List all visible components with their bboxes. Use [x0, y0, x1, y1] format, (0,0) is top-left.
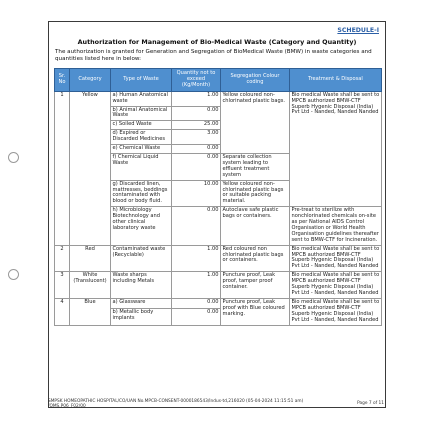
cell-treatment: Bio medical Waste shall be sent to MPCB authorized BMW-CTF Superb Hygenic Disposal (India) Pvt Ltd - Nanded, Nanded Nanded — [290, 272, 382, 299]
cell-treatment: Bio medical Waste shall be sent to MPCB authorized BMW-CTF Superb Hygenic Disposal (India) Pvt Ltd - Nanded, Nanded Nanded — [290, 298, 382, 325]
binder-hole-bottom — [8, 269, 19, 280]
cell-quantity: 0.00 — [172, 298, 221, 308]
cell-quantity: 10.00 — [172, 180, 221, 207]
schedule-label: SCHEDULE-I — [337, 27, 379, 34]
cell-segregation: Separate collection system leading to effluent treatment system — [221, 153, 290, 180]
footer-reference: SMPSK HOMEOPATHIC HOSPITAL/CO/UAN No.MPCB-CONSENT-0000186543/Indus-td,216020 (05-04-2024 11:15:51 am) /QMS.P06_F02/00 — [48, 399, 304, 409]
cell-type: Waste sharps including Metals — [111, 272, 172, 299]
cell-type: h) Microbiology Biotechnology and other clinical laboratory waste — [111, 207, 172, 245]
intro-paragraph: The authorization is granted for Generation and Segregation of BioMedical Waste (BMW) in waste categories and quantities listed here in below: — [55, 49, 372, 62]
cell-segregation: Puncture proof, Leak proof, tamper proof container. — [221, 272, 290, 299]
document-page — [48, 21, 386, 408]
cell-sr-no: 3 — [55, 272, 70, 299]
cell-quantity: 0.00 — [172, 145, 221, 154]
cell-type: Contaminated waste (Recyclable) — [111, 245, 172, 272]
cell-type: d) Expired or Discarded Medicines — [111, 130, 172, 145]
table-row — [55, 272, 382, 299]
col-header-sr-no: Sr. No — [55, 69, 70, 92]
cell-segregation: Yellow coloured non- chlorinated plastic bags or suitable packing material. — [221, 180, 290, 207]
cell-type: b) Animal Anatomical Waste — [111, 106, 172, 121]
cell-quantity: 1.00 — [172, 245, 221, 272]
cell-quantity: 25.00 — [172, 121, 221, 130]
cell-type: e) Chemical Waste — [111, 145, 172, 154]
table-header-row — [55, 69, 382, 92]
cell-category: Yellow — [70, 91, 111, 245]
cell-segregation: Puncture proof, Leak proof with Blue coloured marking. — [221, 298, 290, 325]
cell-quantity: 0.00 — [172, 308, 221, 325]
page-title: Authorization for Management of Bio-Medical Waste (Category and Quantity) — [77, 38, 357, 46]
col-header-segregation: Segregation Colour coding — [221, 69, 290, 92]
cell-category: Red — [70, 245, 111, 272]
cell-type: b) Metallic body implants — [111, 308, 172, 325]
cell-sr-no: 1 — [55, 91, 70, 245]
table-row — [55, 245, 382, 272]
cell-type: g) Discarded linen, mattresses, beddings contaminated with blood or body fluid. — [111, 180, 172, 207]
cell-quantity: 0.00 — [172, 153, 221, 180]
page-number: Page 7 of 11 — [357, 401, 384, 406]
table-row — [55, 298, 382, 308]
waste-table — [54, 68, 382, 326]
cell-type: a) Glassware — [111, 298, 172, 308]
cell-category: Blue — [70, 298, 111, 325]
cell-type: f) Chemical Liquid Waste — [111, 153, 172, 180]
cell-quantity: 3.00 — [172, 130, 221, 145]
binder-hole-top — [8, 152, 19, 163]
cell-treatment: Pre-treat to sterilize with nonchlorinated chemicals on-site as per National AIDS Control Organisation or World Health Organisation guidelines thereafter sent to BMW-CTF for Incineration. — [290, 207, 382, 245]
cell-quantity: 0.00 — [172, 106, 221, 121]
cell-quantity: 1.00 — [172, 91, 221, 106]
cell-treatment: Bio medical Waste shall be sent to MPCB authorized BMW-CTF Superb Hygenic Disposal (India) Pvt Ltd - Nanded, Nanded Nanded — [290, 91, 382, 207]
table-row — [55, 91, 382, 106]
cell-type: a) Human Anatomical waste — [111, 91, 172, 106]
cell-treatment: Bio medical Waste shall be sent to MPCB authorized BMW-CTF Superb Hygenic Disposal (India) Pvt Ltd - Nanded, Nanded Nanded — [290, 245, 382, 272]
col-header-treatment: Treatment & Disposal — [290, 69, 382, 92]
cell-sr-no: 4 — [55, 298, 70, 325]
cell-category: White (Translucent) — [70, 272, 111, 299]
cell-quantity: 0.00 — [172, 207, 221, 245]
cell-segregation: Red coloured non chlorinated plastic bags or containers. — [221, 245, 290, 272]
cell-segregation: Autoclave safe plastic bags or containers. — [221, 207, 290, 245]
col-header-type: Type of Waste — [111, 69, 172, 92]
cell-segregation: Yellow coloured non- chlorinated plastic bags. — [221, 91, 290, 153]
cell-sr-no: 2 — [55, 245, 70, 272]
col-header-quantity: Quantity not to exceed (Kg/Month) — [172, 69, 221, 92]
cell-type: c) Soiled Waste — [111, 121, 172, 130]
col-header-category: Category — [70, 69, 111, 92]
cell-quantity: 1.00 — [172, 272, 221, 299]
